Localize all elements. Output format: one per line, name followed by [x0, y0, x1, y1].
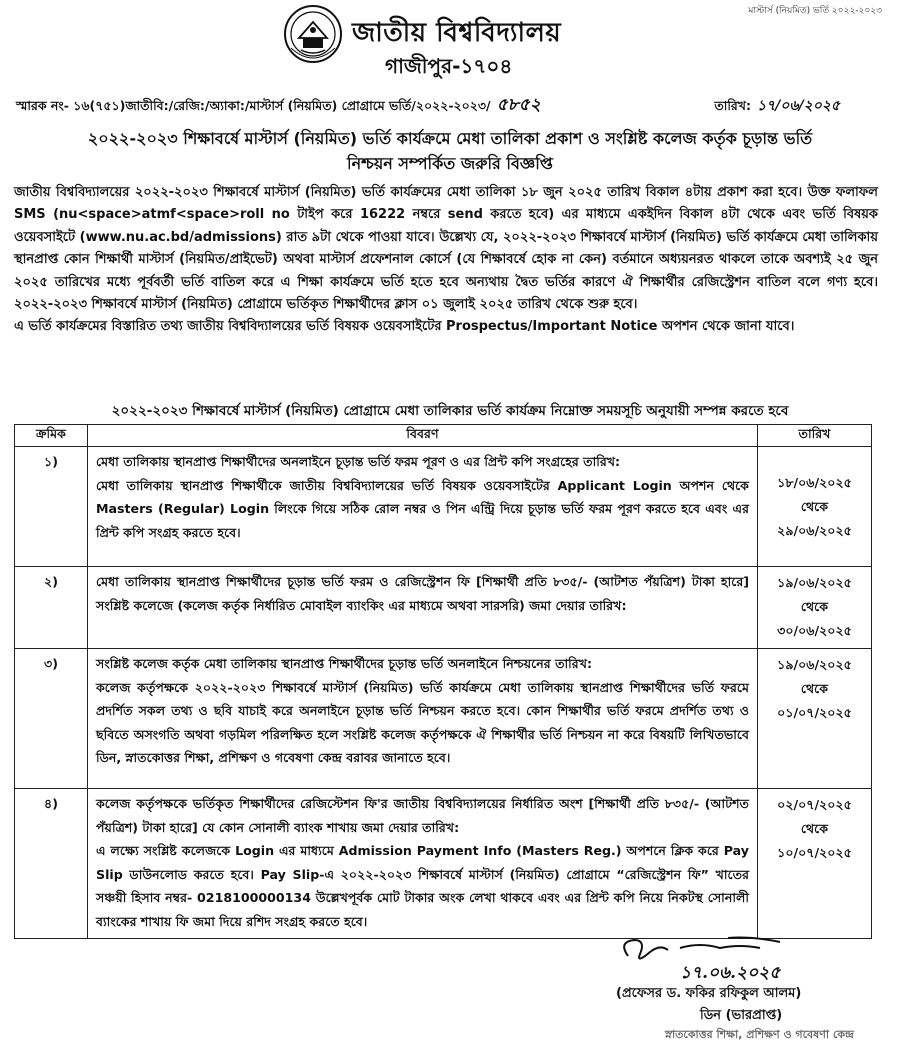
date-to: ৩০/০৬/২০২৫ — [777, 623, 852, 638]
row-heading: সংশ্লিষ্ট কলেজ কর্তৃক মেধা তালিকায় স্থানপ্রাপ্ত শিক্ষার্থীদের চূড়ান্ত ভর্তি অনলাইনে নিশ্চয়নের তারিখ: — [96, 656, 593, 671]
signer-designation: ডিন (ভারপ্রাপ্ত) — [700, 1008, 783, 1023]
date-from: ১৮/০৬/২০২৫ — [777, 475, 852, 490]
date-separator: থেকে — [800, 821, 829, 836]
row-description — [88, 567, 758, 649]
row-date — [758, 567, 872, 649]
row-detail: এ লক্ষ্যে সংশ্লিষ্ট কলেজকে Login এর মাধ্যমে Admission Payment Info (Masters Reg.) অপশনে ক্লিক করে Pay Slip ডাউনলোড করতে হবে। Pay Slip-এ ২০২২-২০২৩ শিক্ষাবর্ষে মাস্টার্স (নিয়মিত) প্রোগ্রামে “রেজিস্ট্রেশন ফি” খাতের সঞ্চয়ী হিসাব নম্বর- 0218100000134 উল্লেখপূর্বক মোট টাকার অংক লেখা থাকবে এবং এর প্রিন্ট কপি নিয়ে নিকটস্থ সোনালী ব্যাংকের শাখায় ফি জমা দিয়ে রশিদ সংগ্রহ করতে হবে। — [96, 843, 749, 929]
university-seal-logo — [283, 4, 343, 66]
schedule-table — [14, 424, 872, 939]
memo-row — [16, 92, 840, 120]
memo-handwritten-number: ৫৮৫২ — [496, 95, 541, 115]
signature-image — [610, 930, 850, 986]
date-from: ১৯/০৬/২০২৫ — [777, 575, 852, 590]
header-serial: ক্রমিক — [15, 425, 88, 447]
row-date — [758, 789, 872, 939]
row-date — [758, 649, 872, 789]
date-to: ১০/০৭/২০২৫ — [777, 845, 852, 860]
table-row — [15, 567, 872, 649]
paragraph-2: এ ভর্তি কার্যক্রমের বিস্তারিত তথ্য জাতীয় বিশ্ববিদ্যালয়ের ভর্তি বিষয়ক ওয়েবসাইটের Prospectus/Important Notice অপশন থেকে জানা যাবে। — [14, 319, 795, 335]
row-detail: কলেজ কর্তৃপক্ষকে ২০২২-২০২৩ শিক্ষাবর্ষে মাস্টার্স (নিয়মিত) ভর্তি কার্যক্রমে মেধা তালিকায় স্থানপ্রাপ্ত শিক্ষার্থীদের ভর্তি ফরমে প্রদর্শিত সকল তথ্য ও ছবি যাচাই করে অনলাইনে চূড়ান্ত ভর্তি নিশ্চয়ন করতে হবে। কোন শিক্ষার্থীর ভর্তি ফরমে প্রদর্শিত তথ্য ও ছবিতে অসংগতি অথবা গড়মিল পরিলক্ষিত হলে সংশ্লিষ্ট কলেজ কর্তৃপক্ষকে ঐ শিক্ষার্থীর ভর্তি নিশ্চয়ন না করে বিষয়টি লিখিতভাবে ডিন, স্নাতকোত্তর শিক্ষা, প্রশিক্ষণ ও গবেষণা কেন্দ্র বরাবর জানাতে হবে। — [96, 679, 749, 765]
row-serial: ২) — [15, 567, 88, 649]
date-handwritten: ১৭/০৬/২০২৫ — [756, 98, 840, 114]
table-row — [15, 649, 872, 789]
date-separator: থেকে — [800, 499, 829, 514]
schedule-intro: ২০২২-২০২৩ শিক্ষাবর্ষে মাস্টার্স (নিয়মিত) প্রোগ্রামে মেধা তালিকার ভর্তি কার্যক্রম নিম্নোক্ত সময়সূচি অনুযায়ী সম্পন্ন করতে হবে — [111, 403, 789, 419]
row-heading: মেধা তালিকায় স্থানপ্রাপ্ত শিক্ষার্থীদের অনলাইনে চূড়ান্ত ভর্তি ফরম পূরণ ও এর প্রিন্ট কপি সংগ্রহের তারিখ: — [96, 454, 621, 469]
row-date — [758, 447, 872, 567]
table-row — [15, 789, 872, 939]
top-meta-label: মাস্টার্স (নিয়মিত) ভর্তি ২০২২-২০২৩ — [748, 6, 882, 16]
notice-title-line-2: নিশ্চয়ন সম্পর্কিত জরুরি বিজ্ঞপ্তি — [347, 154, 553, 173]
row-serial: ৪) — [15, 789, 88, 939]
date-to: ২৯/০৬/২০২৫ — [777, 523, 852, 538]
university-name: জাতীয় বিশ্ববিদ্যালয় — [352, 18, 562, 48]
row-detail: মেধা তালিকায় স্থানপ্রাপ্ত শিক্ষার্থীকে জাতীয় বিশ্ববিদ্যালয়ের ভর্তি বিষয়ক ওয়েবসাইটের Applicant Login অপশন থেকে Masters (Regular) Login লিংকে গিয়ে সঠিক রোল নম্বর ও পিন এন্ট্রি দিয়ে চূড়ান্ত ভর্তি ফরম পূরণ করতে হবে এবং এর প্রিন্ট কপি সংগ্রহ করতে হবে। — [96, 477, 749, 540]
paragraph-1: জাতীয় বিশ্ববিদ্যালয়ের ২০২২-২০২৩ শিক্ষাবর্ষে মাস্টার্স (নিয়মিত) ভর্তি কার্যক্রমের মেধা তালিকা ১৮ জুন ২০২৫ তারিখ বিকাল ৪টায় প্রকাশ করা হবে। উক্ত ফলাফল SMS (nu<space>atmf<space>roll no টাইপ করে 16222 নম্বরে send করতে হবে) এর মাধ্যমে একইদিন বিকাল ৪টা থেকে এবং ভর্তি বিষয়ক ওয়েবসাইটে (www.nu.ac.bd/admissions) রাত ৯টা থেকে পাওয়া যাবে। উল্লেখ্য যে, ২০২২-২০২৩ শিক্ষাবর্ষে মাস্টার্স (নিয়মিত) ভর্তি কার্যক্রমে মেধা তালিকায় স্থানপ্রাপ্ত কোন শিক্ষার্থী মাস্টার্স (নিয়মিত/প্রাইভেট) অথবা মাস্টার্স প্রফেশনাল কোর্সে (যে শিক্ষাবর্ষে হোক না কেন) বর্তমানে অধ্যয়নরত থাকলে তাকে অবশ্যই ২৫ জুন ২০২৫ তারিখের মধ্যে পূর্ববর্তী ভর্তি বাতিল করে এ শিক্ষা কার্যক্রমে ভর্তি হতে হবে অন্যথায় দ্বৈত ভর্তির কারণে ঐ শিক্ষার্থীর রেজিস্ট্রেশন বাতিল বলে গণ্য হবে। ২০২২-২০২৩ শিক্ষাবর্ষে মাস্টার্স (নিয়মিত) প্রোগ্রামে ভর্তিকৃত শিক্ষার্থীদের ক্লাস ০১ জুলাই ২০২৫ তারিখ থেকে শুরু হবে। — [14, 185, 878, 313]
memo-label: স্মারক নং- ১৬(৭৫১)জাতীবি:/রেজি:/অ্যাকা:/মাস্টার্স (নিয়মিত) প্রোগ্রামে ভর্তি/২০২২-২০২৩/ — [16, 98, 491, 113]
date-separator: থেকে — [800, 599, 829, 614]
date-from: ০২/০৭/২০২৫ — [777, 797, 852, 812]
notice-title-line-1: ২০২২-২০২৩ শিক্ষাবর্ষে মাস্টার্স (নিয়মিত) ভর্তি কার্যক্রমে মেধা তালিকা প্রকাশ ও সংশ্লিষ্ট কলেজ কর্তৃক চূড়ান্ত ভর্তি — [87, 129, 813, 148]
table-row — [15, 447, 872, 567]
notice-body — [14, 182, 878, 339]
memo-date — [714, 94, 840, 118]
table-header-row — [15, 425, 872, 447]
date-from: ১৯/০৬/২০২৫ — [777, 657, 852, 672]
date-label: তারিখ: — [714, 98, 751, 113]
date-separator: থেকে — [800, 681, 829, 696]
header-date: তারিখ — [758, 425, 872, 447]
university-address: গাজীপুর-১৭০৪ — [385, 54, 513, 78]
signature-block — [590, 930, 890, 1041]
signer-name: (প্রফেসর ড. ফকির রফিকুল আলম) — [616, 986, 802, 1001]
row-serial: ৩) — [15, 649, 88, 789]
memo-number — [16, 92, 541, 120]
row-heading: কলেজ কর্তৃপক্ষকে ভর্তিকৃত শিক্ষার্থীদের রেজিস্টেশন ফি'র জাতীয় বিশ্ববিদ্যালয়ের নির্ধারিত অংশ [শিক্ষার্থী প্রতি ৮৩৫/- (আটশত পঁয়ত্রিশ) টাকা হারে] যে কোন সোনালী ব্যাংক শাখায় জমা দেয়ার তারিখ: — [96, 796, 749, 835]
date-to: ০১/০৭/২০২৫ — [777, 705, 852, 720]
row-serial: ১) — [15, 447, 88, 567]
notice-title — [20, 126, 880, 176]
signature-date: ১৭.০৬.২০২৫ — [680, 963, 781, 983]
row-description — [88, 447, 758, 567]
row-description — [88, 649, 758, 789]
header-description: বিবরণ — [88, 425, 758, 447]
row-description — [88, 789, 758, 939]
row-heading: মেধা তালিকায় স্থানপ্রাপ্ত শিক্ষার্থীদের চূড়ান্ত ভর্তি ফরম ও রেজিস্ট্রেশন ফি [শিক্ষার্থী প্রতি ৮৩৫/- (আটশত পঁয়ত্রিশ) টাকা হারে] সংশ্লিষ্ট কলেজে (কলেজ কর্তৃক নির্ধারিত মোবাইল ব্যাংকিং এর মাধ্যমে অথবা সারসরি) জমা দেয়ার তারিখ: — [96, 574, 749, 613]
signer-office-cutoff: স্নাতকোত্তর শিক্ষা, প্রশিক্ষণ ও গবেষণা কেন্দ্র — [665, 1028, 854, 1041]
